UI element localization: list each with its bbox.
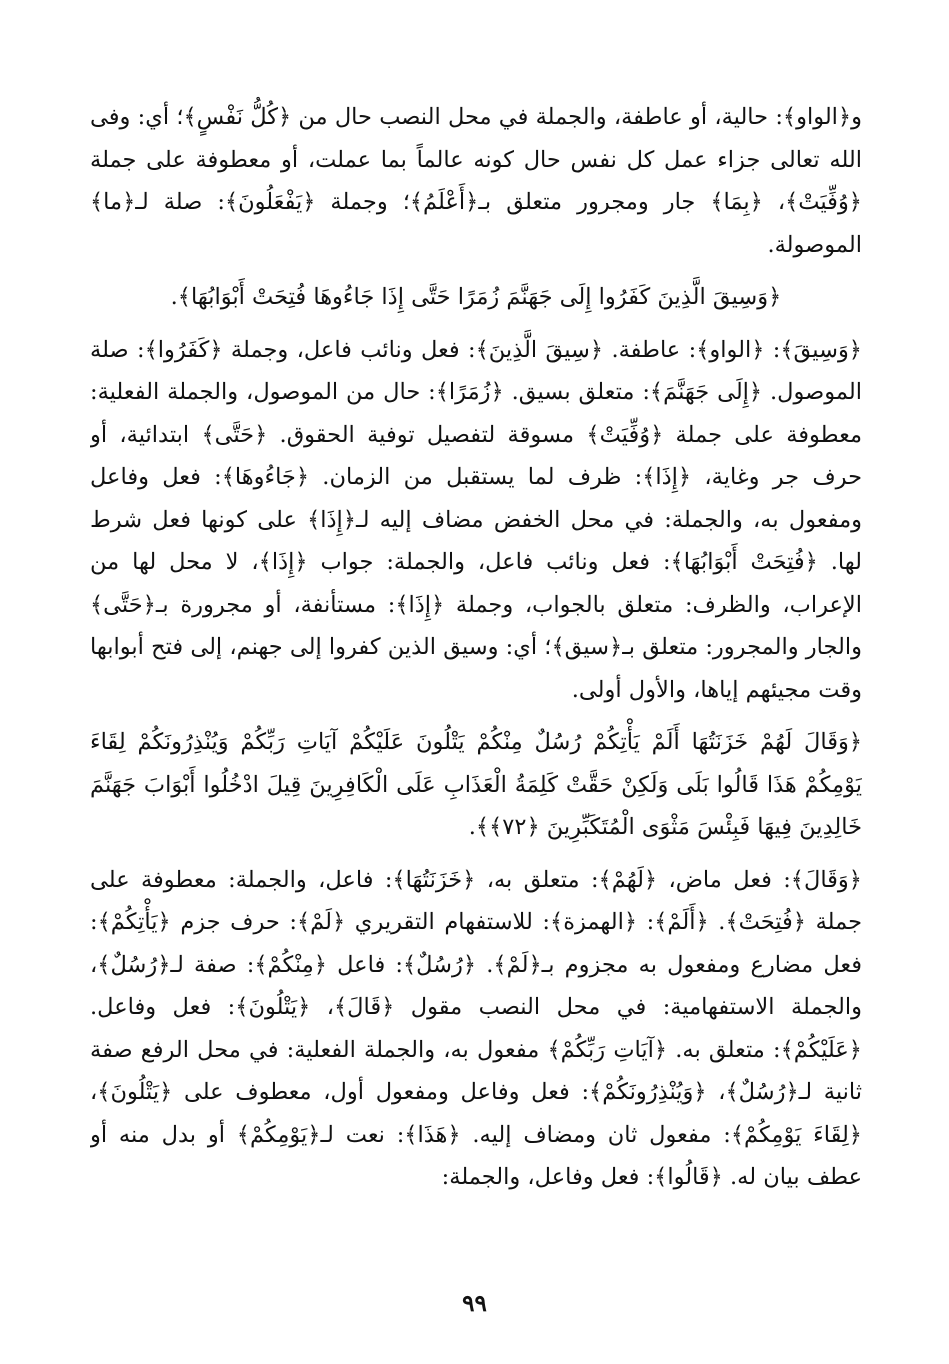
paragraph-2: ﴿وَسِيقَ﴾: ﴿الواو﴾: عاطفة. ﴿سِيقَ الَّذِينَ﴾: فعل ونائب فاعل، وجملة ﴿كَفَرُوا﴾: صلة الموصول. ﴿إِلَى جَهَنَّمَ﴾: متعلق بسيق. ﴿زُمَرًا﴾: حال من الموصول، والجملة الفعلية: معطوفة على جملة ﴿وُفِّيَتْ﴾ مسوقة لتفصيل توفية الحقوق. ﴿حَتَّى﴾ ابتدائية، أو حرف جر وغاية، ﴿إِذَا﴾: ظرف لما يستقبل من الزمان. ﴿جَاءُوهَا﴾: فعل وفاعل ومفعول به، والجملة: في محل الخفض مضاف إليه لـ﴿إِذَا﴾ على كونها فعل شرط لها. ﴿فُتِحَتْ أَبْوَابُهَا﴾: فعل ونائب فاعل، والجملة: جواب ﴿إِذَا﴾، لا محل لها من الإعراب، والظرف: متعلق بالجواب، وجملة ﴿إِذَا﴾: مستأنفة، أو مجرورة بـ﴿حَتَّى﴾ والجار والمجرور: متعلق بـ﴿سيق﴾؛ أي: وسيق الذين كفروا إلى جهنم، إلى فتح أبوابها وقت مجيئهم إياها، والأول أولى. [90, 336, 862, 703]
paragraph-3: ﴿وَقَالَ﴾: فعل ماض، ﴿لَهُمْ﴾: متعلق به، ﴿خَزَنَتُهَا﴾: فاعل، والجملة: معطوفة على جملة ﴿فُتِحَتْ﴾. ﴿أَلَمْ﴾: ﴿الهمزة﴾: للاستفهام التقريري ﴿لَمْ﴾: حرف جزم ﴿يَأْتِكُمْ﴾: فعل مضارع ومفعول به مجزوم بـ﴿لَمْ﴾. ﴿رُسُلٌ﴾: فاعل ﴿مِنْكُمْ﴾: صفة لـ﴿رُسُلٌ﴾، والجملة الاستفهامية: في محل النصب مقول ﴿قَالَ﴾، ﴿يَتْلُونَ﴾: فعل وفاعل. ﴿عَلَيْكُمْ﴾: متعلق به. ﴿آيَاتِ رَبِّكُمْ﴾ مفعول به، والجملة الفعلية: في محل الرفع صفة ثانية لـ﴿رُسُلٌ﴾، ﴿وَيُنْذِرُونَكُمْ﴾: فعل وفاعل ومفعول أول، معطوف على ﴿يَتْلُونَ﴾، ﴿لِقَاءَ يَوْمِكُمْ﴾: مفعول ثان ومضاف إليه. ﴿هَذَا﴾: نعت لـ﴿يَوْمِكُمْ﴾ أو بدل منه أو عطف بيان له. ﴿قَالُوا﴾: فعل وفاعل، والجملة: [90, 866, 862, 1190]
page-body [90, 96, 862, 1276]
quran-verse-1: ﴿وَسِيقَ الَّذِينَ كَفَرُوا إِلَى جَهَنَّمَ زُمَرًا حَتَّى إِذَا جَاءُوهَا فُتِحَتْ أَبْوَابُهَا﴾. [170, 284, 782, 310]
page-number: ٩٩ [462, 1290, 487, 1317]
quran-verse-2: ﴿وَقَالَ لَهُمْ خَزَنَتُهَا أَلَمْ يَأْتِكُمْ رُسُلٌ مِنْكُمْ يَتْلُونَ عَلَيْكُمْ آيَاتِ رَبِّكُمْ وَيُنْذِرُونَكُمْ لِقَاءَ يَوْمِكُمْ هَذَا قَالُوا بَلَى وَلَكِنْ حَقَّتْ كَلِمَةُ الْعَذَابِ عَلَى الْكَافِرِينَ قِيلَ ادْخُلُوا أَبْوَابَ جَهَنَّمَ خَالِدِينَ فِيهَا فَبِئْسَ مَثْوَى الْمُتَكَبِّرِينَ ﴿٧٢﴾﴾. [90, 729, 862, 840]
paragraph-1: و﴿الواو﴾: حالية، أو عاطفة، والجملة في محل النصب حال من ﴿كُلُّ نَفْسٍ﴾؛ أي: وفى الله تعالى جزاء عمل كل نفس حال كونه عالماً بما عملت، أو معطوفة على جملة ﴿وُفِّيَتْ﴾، ﴿بِمَا﴾ جار ومجرور متعلق بـ﴿أَعْلَمُ﴾؛ وجملة ﴿يَفْعَلُونَ﴾: صلة لـ﴿ما﴾ الموصولة. [90, 104, 862, 258]
